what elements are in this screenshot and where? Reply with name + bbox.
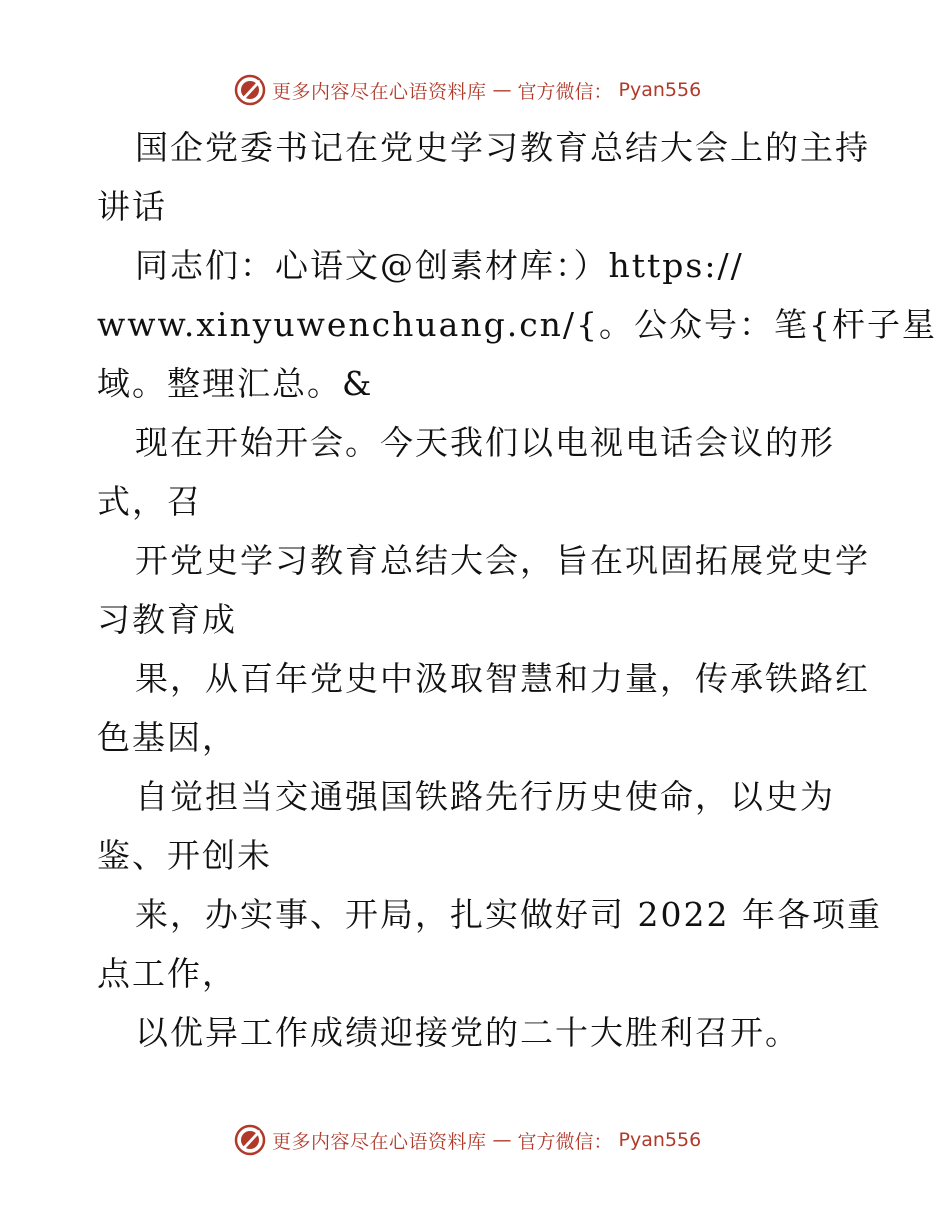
title-line-1: 国企党委书记在党史学习教育总结大会上的主持: [135, 128, 870, 167]
paragraph-line: 习教育成: [97, 600, 237, 639]
watermark-wechat-label: 官方微信：: [517, 1130, 613, 1153]
paragraph-line: www.xinyuwenchuang.cn/{。公众号：笔{杆子星: [97, 305, 938, 344]
paragraph-line: 开党史学习教育总结大会，旨在巩固拓展党史学: [135, 541, 870, 580]
paragraph-line: 式，召: [97, 482, 202, 521]
paragraph-line: 同志们：心语文@创素材库：）https://: [135, 246, 744, 285]
header-watermark: [234, 73, 701, 107]
watermark-wechat-id: Pyan556: [618, 79, 702, 101]
paragraph-line: 域。整理汇总。&: [97, 364, 374, 403]
paragraph-line: 果，从百年党史中汲取智慧和力量，传承铁路红: [135, 659, 870, 698]
pen-logo-icon: [234, 74, 266, 106]
paragraph-line: 自觉担当交通强国铁路先行历史使命，以史为: [135, 777, 835, 816]
footer-watermark: [234, 1123, 701, 1157]
watermark-wechat-id: Pyan556: [618, 1129, 702, 1151]
document-body: [97, 118, 938, 1062]
watermark-wechat-label: 官方微信：: [517, 80, 613, 103]
watermark-separator: —: [492, 79, 512, 101]
watermark-text: 更多内容尽在心语资料库: [272, 80, 487, 103]
watermark-separator: —: [492, 1129, 512, 1151]
paragraph-line: 鉴、开创未: [97, 836, 272, 875]
paragraph-line: 以优异工作成绩迎接党的二十大胜利召开。: [135, 1013, 800, 1052]
pen-logo-icon: [234, 1124, 266, 1156]
title-line-2: 讲话: [97, 187, 167, 226]
paragraph-line: 色基因，: [97, 718, 237, 757]
paragraph-line: 点工作，: [97, 954, 237, 993]
watermark-text: 更多内容尽在心语资料库: [272, 1130, 487, 1153]
paragraph-line: 来，办实事、开局，扎实做好司 2022 年各项重: [135, 895, 882, 934]
paragraph-line: 现在开始开会。今天我们以电视电话会议的形: [135, 423, 835, 462]
